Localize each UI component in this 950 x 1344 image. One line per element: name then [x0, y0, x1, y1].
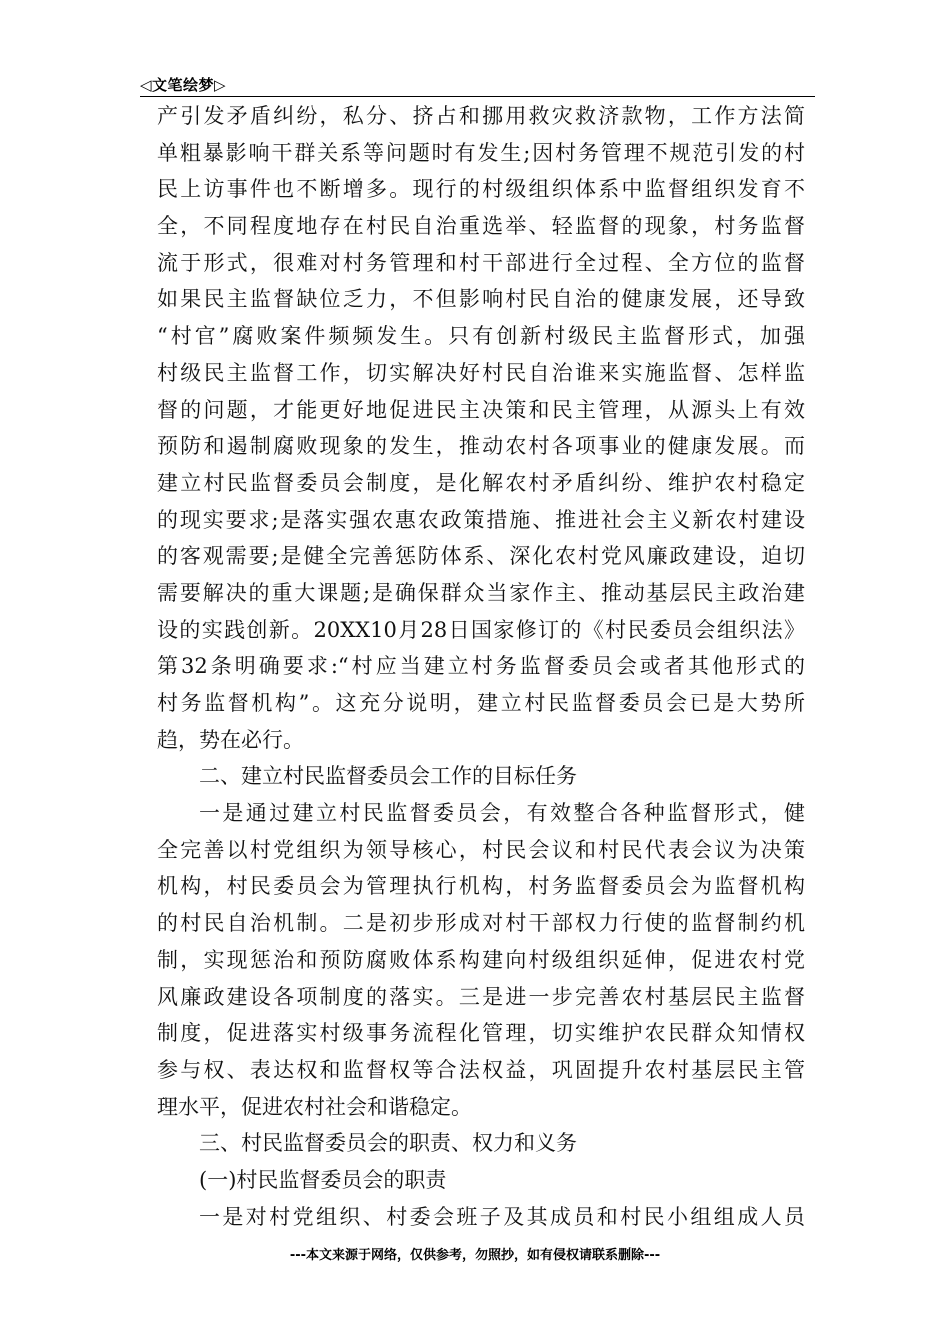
- body-line: “村官”腐败案件频频发生。只有创新村级民主监督形式，加强: [157, 324, 805, 349]
- body-line: 预防和遏制腐败现象的发生，推动农村各项事业的健康发展。而: [157, 434, 805, 459]
- body-line: 全，不同程度地存在村民自治重选举、轻监督的现象，村务监督: [157, 214, 805, 239]
- body-line: 村务监督机构”。这充分说明，建立村民监督委员会已是大势所: [157, 691, 805, 715]
- body-line: 理水平，促进农村社会和谐稳定。: [157, 1094, 472, 1119]
- page-header: [140, 72, 815, 97]
- body-line: 全完善以村党组织为领导核心，村民会议和村民代表会议为决策: [157, 837, 805, 862]
- body-line: 的现实要求;是落实强农惠农政策措施、推进社会主义新农村建设: [157, 507, 805, 532]
- document-body: [157, 98, 805, 1235]
- body-line: 设的实践创新。20XX10月28日国家修订的《村民委员会组织法》: [157, 617, 805, 642]
- body-line: 的客观需要;是健全完善惩防体系、深化农村党风廉政建设，迫切: [157, 544, 805, 569]
- page-footer-disclaimer: ---本文来源于网络，仅供参考，勿照抄，如有侵权请联系删除---: [289, 1248, 661, 1263]
- body-line: 如果民主监督缺位乏力，不但影响村民自治的健康发展，还导致: [157, 287, 805, 312]
- body-line: 制，实现惩治和预防腐败体系构建向村级组织延伸，促进农村党: [157, 947, 805, 972]
- body-line: 第32条明确要求:“村应当建立村务监督委员会或者其他形式的: [157, 654, 805, 679]
- body-line: 的村民自治机制。二是初步形成对村干部权力行使的监督制约机: [157, 911, 805, 936]
- body-line: 需要解决的重大课题;是确保群众当家作主、推动基层民主政治建: [157, 580, 805, 605]
- body-line: 风廉政建设各项制度的落实。三是进一步完善农村基层民主监督: [157, 984, 805, 1009]
- body-line: 一是通过建立村民监督委员会，有效整合各种监督形式，健: [199, 801, 805, 826]
- body-line: 建立村民监督委员会制度，是化解农村矛盾纠纷、维护农村稳定: [157, 470, 805, 495]
- body-line: 单粗暴影响干群关系等问题时有发生;因村务管理不规范引发的村: [157, 140, 805, 165]
- section-heading-2: 二、建立村民监督委员会工作的目标任务: [199, 764, 577, 789]
- header-title: ◁文笔绘梦▷: [140, 76, 227, 94]
- body-line: 参与权、表达权和监督权等合法权益，巩固提升农村基层民主管: [157, 1057, 805, 1082]
- subsection-heading: (一)村民监督委员会的职责: [199, 1167, 447, 1192]
- body-line: 民上访事件也不断增多。现行的村级组织体系中监督组织发育不: [157, 177, 805, 202]
- body-line: 村级民主监督工作，切实解决好村民自治谁来实施监督、怎样监: [157, 360, 805, 385]
- body-line: 流于形式，很难对村务管理和村干部进行全过程、全方位的监督: [157, 250, 805, 275]
- body-line: 机构，村民委员会为管理执行机构，村务监督委员会为监督机构: [157, 874, 805, 899]
- body-line: 一是对村党组织、村委会班子及其成员和村民小组组成人员: [199, 1204, 805, 1229]
- body-line: 趋，势在必行。: [157, 727, 304, 752]
- section-heading-3: 三、村民监督委员会的职责、权力和义务: [199, 1131, 577, 1156]
- body-line: 制度，促进落实村级事务流程化管理，切实维护农民群众知情权: [157, 1021, 805, 1046]
- body-line: 督的问题，才能更好地促进民主决策和民主管理，从源头上有效: [157, 397, 805, 422]
- body-line: 产引发矛盾纠纷，私分、挤占和挪用救灾救济款物，工作方法简: [157, 104, 805, 128]
